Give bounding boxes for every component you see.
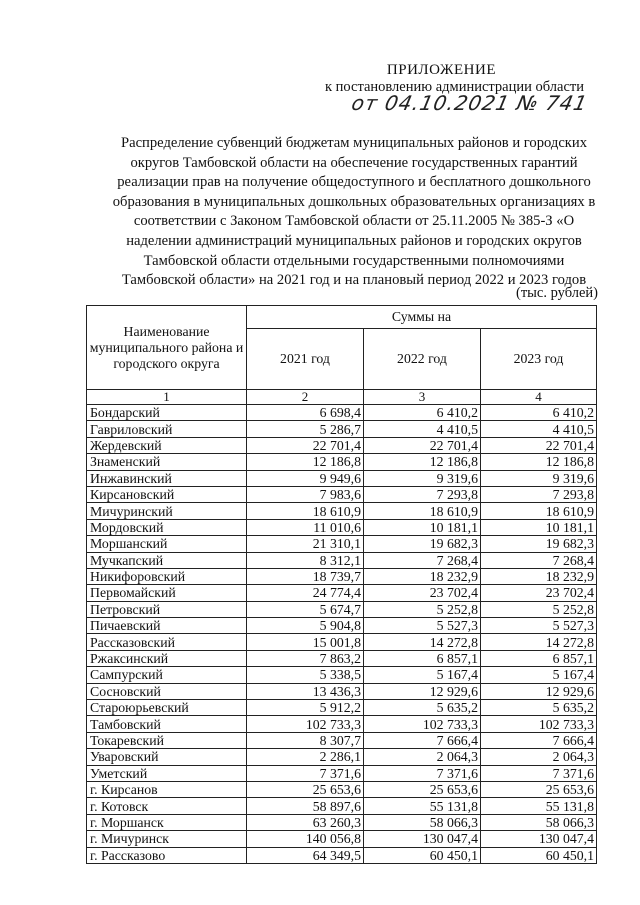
amount-cell: 12 929,6 <box>364 683 481 699</box>
amount-cell: 15 001,8 <box>247 634 364 650</box>
title-line: образования в муниципальных дошкольных образовательных организациях в <box>112 193 596 210</box>
table-row <box>87 405 597 421</box>
title-line: наделении администраций муниципальных районов и городских округов <box>126 232 582 249</box>
column-number: 2 <box>247 390 364 405</box>
amount-cell: 5 286,7 <box>247 421 364 437</box>
amount-cell: 7 293,8 <box>481 486 597 502</box>
appendix-subheading: к постановлению администрации области <box>324 79 584 95</box>
amount-cell: 9 319,6 <box>481 470 597 486</box>
amount-cell: 7 863,2 <box>247 650 364 666</box>
amount-cell: 5 904,8 <box>247 618 364 634</box>
amount-cell: 25 653,6 <box>247 781 364 797</box>
column-header-sums: Суммы на <box>247 306 597 329</box>
amount-cell: 130 047,4 <box>364 831 481 847</box>
column-header-name: Наименование муниципального района и городского округа <box>87 306 247 390</box>
table-row <box>87 454 597 470</box>
table-row <box>87 421 597 437</box>
table-row <box>87 716 597 732</box>
amount-cell: 2 286,1 <box>247 749 364 765</box>
district-name: Пичаевский <box>87 618 247 634</box>
amount-cell: 18 610,9 <box>481 503 597 519</box>
amount-cell: 23 702,4 <box>481 585 597 601</box>
amount-cell: 18 232,9 <box>364 568 481 584</box>
table-row <box>87 519 597 535</box>
amount-cell: 7 666,4 <box>481 732 597 748</box>
table-row <box>87 536 597 552</box>
title-line: реализации прав на получение общедоступного и бесплатного дошкольного <box>117 174 591 191</box>
title-line: Тамбовской области» на 2021 год и на плановый период 2022 и 2023 годов <box>121 272 587 289</box>
amount-cell: 6 857,1 <box>364 650 481 666</box>
amount-cell: 58 066,3 <box>481 814 597 830</box>
district-name: Сосновский <box>87 683 247 699</box>
amount-cell: 140 056,8 <box>247 831 364 847</box>
amount-cell: 18 610,9 <box>364 503 481 519</box>
column-header-year-2021: 2021 год <box>247 329 364 390</box>
amount-cell: 7 371,6 <box>247 765 364 781</box>
column-number: 4 <box>481 390 597 405</box>
amount-cell: 7 983,6 <box>247 486 364 502</box>
amount-cell: 60 450,1 <box>364 847 481 863</box>
amount-cell: 9 319,6 <box>364 470 481 486</box>
appendix-heading: ПРИЛОЖЕНИЕ <box>386 62 496 78</box>
amount-cell: 14 272,8 <box>481 634 597 650</box>
table-row <box>87 503 597 519</box>
district-name: Рассказовский <box>87 634 247 650</box>
amount-cell: 2 064,3 <box>481 749 597 765</box>
district-name: Кирсановский <box>87 486 247 502</box>
amount-cell: 55 131,8 <box>364 798 481 814</box>
amount-cell: 9 949,6 <box>247 470 364 486</box>
district-name: Сампурский <box>87 667 247 683</box>
amount-cell: 5 635,2 <box>481 700 597 716</box>
amount-cell: 4 410,5 <box>481 421 597 437</box>
column-header-year-2022: 2022 год <box>364 329 481 390</box>
amount-cell: 24 774,4 <box>247 585 364 601</box>
amount-cell: 7 268,4 <box>481 552 597 568</box>
amount-cell: 5 167,4 <box>481 667 597 683</box>
table-row <box>87 765 597 781</box>
amount-cell: 18 610,9 <box>247 503 364 519</box>
amount-cell: 64 349,5 <box>247 847 364 863</box>
amount-cell: 58 066,3 <box>364 814 481 830</box>
column-number: 3 <box>364 390 481 405</box>
table-row <box>87 749 597 765</box>
table-row <box>87 634 597 650</box>
amount-cell: 5 635,2 <box>364 700 481 716</box>
amount-cell: 5 674,7 <box>247 601 364 617</box>
table-row <box>87 732 597 748</box>
district-name: Никифоровский <box>87 568 247 584</box>
amount-cell: 55 131,8 <box>481 798 597 814</box>
amount-cell: 25 653,6 <box>364 781 481 797</box>
district-name: Мордовский <box>87 519 247 535</box>
amount-cell: 19 682,3 <box>481 536 597 552</box>
table-row <box>87 798 597 814</box>
title-line: Распределение субвенций бюджетам муниципальных районов и городских <box>120 135 588 151</box>
amount-cell: 12 929,6 <box>481 683 597 699</box>
amount-cell: 130 047,4 <box>481 831 597 847</box>
amount-cell: 25 653,6 <box>481 781 597 797</box>
amount-cell: 6 410,2 <box>364 405 481 421</box>
district-name: Уметский <box>87 765 247 781</box>
amount-cell: 12 186,8 <box>247 454 364 470</box>
amount-cell: 7 666,4 <box>364 732 481 748</box>
amount-cell: 102 733,3 <box>481 716 597 732</box>
amount-cell: 12 186,8 <box>481 454 597 470</box>
table-row <box>87 470 597 486</box>
table-row <box>87 650 597 666</box>
district-name: г. Рассказово <box>87 847 247 863</box>
title-line: округов Тамбовской области на обеспечение государственных гарантий <box>130 154 578 171</box>
amount-cell: 2 064,3 <box>364 749 481 765</box>
district-name: Инжавинский <box>87 470 247 486</box>
district-name: Первомайский <box>87 585 247 601</box>
district-name: Староюрьевский <box>87 700 247 716</box>
amount-cell: 8 307,7 <box>247 732 364 748</box>
amount-cell: 5 252,8 <box>481 601 597 617</box>
amount-cell: 6 698,4 <box>247 405 364 421</box>
amount-cell: 5 527,3 <box>481 618 597 634</box>
table-row <box>87 683 597 699</box>
amount-cell: 60 450,1 <box>481 847 597 863</box>
table-row <box>87 585 597 601</box>
column-number: 1 <box>87 390 247 405</box>
amount-cell: 102 733,3 <box>364 716 481 732</box>
amount-cell: 5 527,3 <box>364 618 481 634</box>
document-title <box>84 134 624 291</box>
district-name: Знаменский <box>87 454 247 470</box>
title-line: соответствии с Законом Тамбовской области от 25.11.2005 № 385-З «О <box>133 213 575 230</box>
table-row <box>87 831 597 847</box>
units-label: (тыс. рублей) <box>516 285 598 301</box>
table-row <box>87 437 597 453</box>
amount-cell: 12 186,8 <box>364 454 481 470</box>
district-name: Токаревский <box>87 732 247 748</box>
amount-cell: 11 010,6 <box>247 519 364 535</box>
amount-cell: 58 897,6 <box>247 798 364 814</box>
district-name: Петровский <box>87 601 247 617</box>
district-name: г. Мичуринск <box>87 831 247 847</box>
amount-cell: 4 410,5 <box>364 421 481 437</box>
amount-cell: 23 702,4 <box>364 585 481 601</box>
table-row <box>87 814 597 830</box>
decree-date-number: от 04.10.2021 № 741 <box>349 91 591 115</box>
amount-cell: 7 293,8 <box>364 486 481 502</box>
district-name: Ржаксинский <box>87 650 247 666</box>
amount-cell: 6 410,2 <box>481 405 597 421</box>
district-name: Тамбовский <box>87 716 247 732</box>
amount-cell: 63 260,3 <box>247 814 364 830</box>
amount-cell: 18 739,7 <box>247 568 364 584</box>
district-name: Уваровский <box>87 749 247 765</box>
table-row <box>87 568 597 584</box>
column-header-year-2023: 2023 год <box>481 329 597 390</box>
table-row <box>87 700 597 716</box>
amount-cell: 5 167,4 <box>364 667 481 683</box>
district-name: Мичуринский <box>87 503 247 519</box>
district-name: г. Моршанск <box>87 814 247 830</box>
district-name: г. Кирсанов <box>87 781 247 797</box>
amount-cell: 10 181,1 <box>364 519 481 535</box>
district-name: Жердевский <box>87 437 247 453</box>
amount-cell: 18 232,9 <box>481 568 597 584</box>
table-row <box>87 552 597 568</box>
amount-cell: 5 252,8 <box>364 601 481 617</box>
amount-cell: 22 701,4 <box>481 437 597 453</box>
table-row <box>87 781 597 797</box>
district-name: г. Котовск <box>87 798 247 814</box>
amount-cell: 8 312,1 <box>247 552 364 568</box>
district-name: Моршанский <box>87 536 247 552</box>
amount-cell: 7 268,4 <box>364 552 481 568</box>
table-row <box>87 486 597 502</box>
amount-cell: 7 371,6 <box>481 765 597 781</box>
district-name: Бондарский <box>87 405 247 421</box>
amount-cell: 5 338,5 <box>247 667 364 683</box>
amount-cell: 5 912,2 <box>247 700 364 716</box>
title-line: Тамбовской области отдельными государственными полномочиями <box>143 252 565 269</box>
amount-cell: 102 733,3 <box>247 716 364 732</box>
amount-cell: 22 701,4 <box>247 437 364 453</box>
table-row <box>87 618 597 634</box>
amount-cell: 14 272,8 <box>364 634 481 650</box>
amount-cell: 10 181,1 <box>481 519 597 535</box>
table-row <box>87 601 597 617</box>
amount-cell: 13 436,3 <box>247 683 364 699</box>
table-row <box>87 847 597 863</box>
subsidy-table <box>86 305 597 864</box>
table-row <box>87 667 597 683</box>
amount-cell: 6 857,1 <box>481 650 597 666</box>
amount-cell: 21 310,1 <box>247 536 364 552</box>
amount-cell: 19 682,3 <box>364 536 481 552</box>
district-name: Гавриловский <box>87 421 247 437</box>
amount-cell: 22 701,4 <box>364 437 481 453</box>
district-name: Мучкапский <box>87 552 247 568</box>
amount-cell: 7 371,6 <box>364 765 481 781</box>
